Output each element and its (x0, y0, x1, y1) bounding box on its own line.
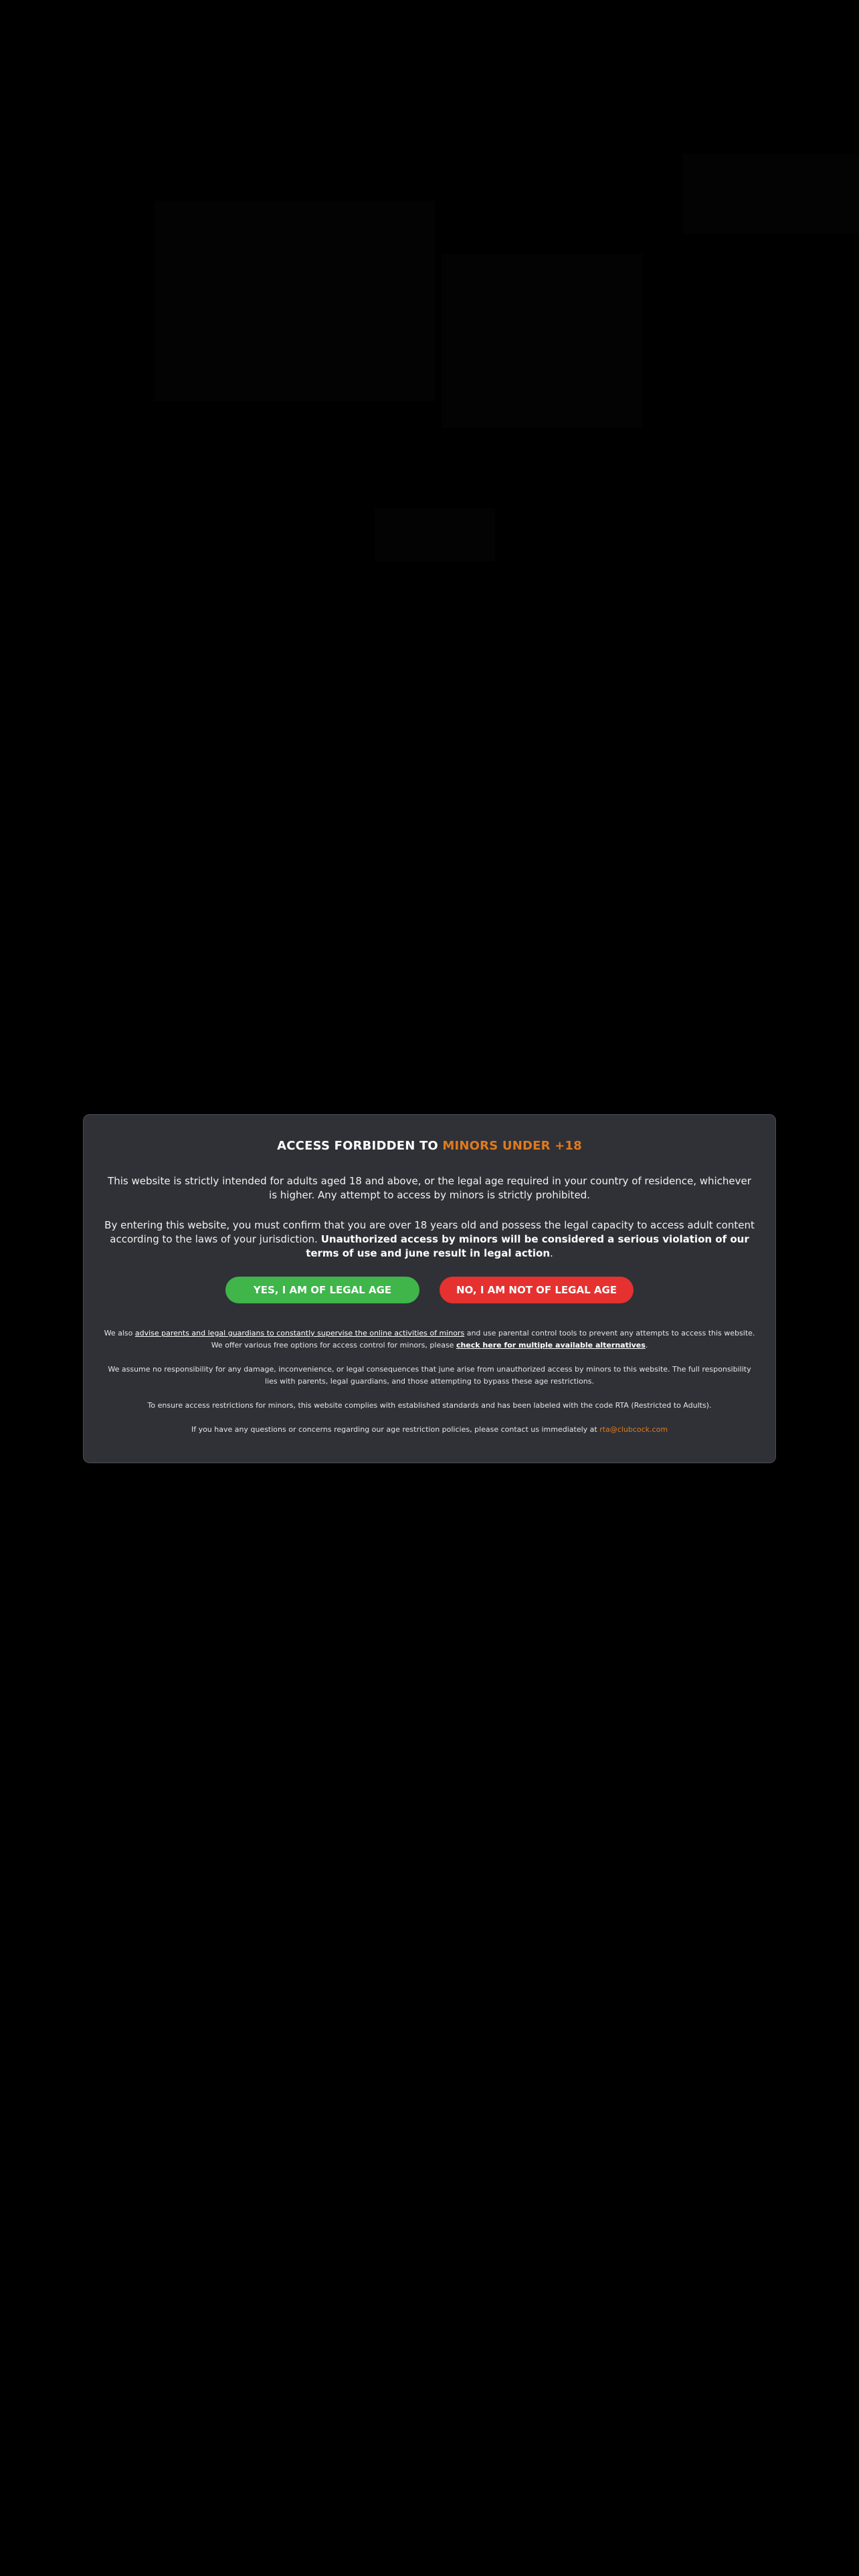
age-choice-buttons (104, 1277, 755, 1303)
background-image-dimmed (375, 508, 495, 562)
title-accent: MINORS UNDER +18 (442, 1139, 582, 1153)
no-legal-age-button[interactable]: NO, I AM NOT OF LEGAL AGE (440, 1277, 634, 1303)
yes-legal-age-button[interactable]: YES, I AM OF LEGAL AGE (225, 1277, 419, 1303)
background-image-dimmed (442, 254, 642, 428)
advice-end: . (645, 1341, 648, 1350)
legal-confirmation-end: . (550, 1247, 553, 1259)
title-prefix: ACCESS FORBIDDEN TO (277, 1139, 443, 1153)
contact-text (104, 1424, 755, 1436)
legal-confirmation-plain: By entering this website, you must confirm that you are over 18 years old and possess the legal capacity to access adult content according to the laws of your jurisdiction. (104, 1219, 755, 1245)
modal-title (104, 1139, 755, 1153)
responsibility-text: We assume no responsibility for any damage, inconvenience, or legal consequences that june arise from unauthorized access by minors to this website. The full responsibility lies with parents, legal guardians, and those attempting to bypass these age restrictions. (108, 1365, 751, 1386)
background-image-dimmed (682, 154, 859, 234)
background-image-dimmed (154, 201, 435, 401)
legal-warning-bold: Unauthorized access by minors will be considered a serious violation of our terms of use and june result in legal action (306, 1233, 749, 1259)
rta-text: To ensure access restrictions for minors, this website complies with established standards and has been labeled with the code RTA (Restricted to Adults). (147, 1401, 712, 1410)
age-requirement-text: This website is strictly intended for adults aged 18 and above, or the legal age required in your country of residence, whichever is higher. Any attempt to access by minors is strictly prohibited. (108, 1175, 751, 1201)
advice-middle: and use parental control tools to prevent any attempts to access this website. We offer various free options for access control for minors, please (211, 1329, 755, 1350)
age-verification-modal (83, 1114, 776, 1463)
supervise-minors-link[interactable]: advise parents and legal guardians to constantly supervise the online activities of minors (134, 1329, 465, 1337)
parental-advice-text (104, 1327, 755, 1352)
contact-prefix: If you have any questions or concerns regarding our age restriction policies, please contact us immediately at (191, 1425, 600, 1434)
parental-alternatives-link[interactable]: check here for multiple available alternatives (456, 1341, 646, 1350)
legal-confirmation-text (104, 1218, 755, 1261)
contact-email-link[interactable]: rta@clubcock.com (599, 1425, 668, 1434)
advice-prefix: We also (104, 1329, 135, 1337)
